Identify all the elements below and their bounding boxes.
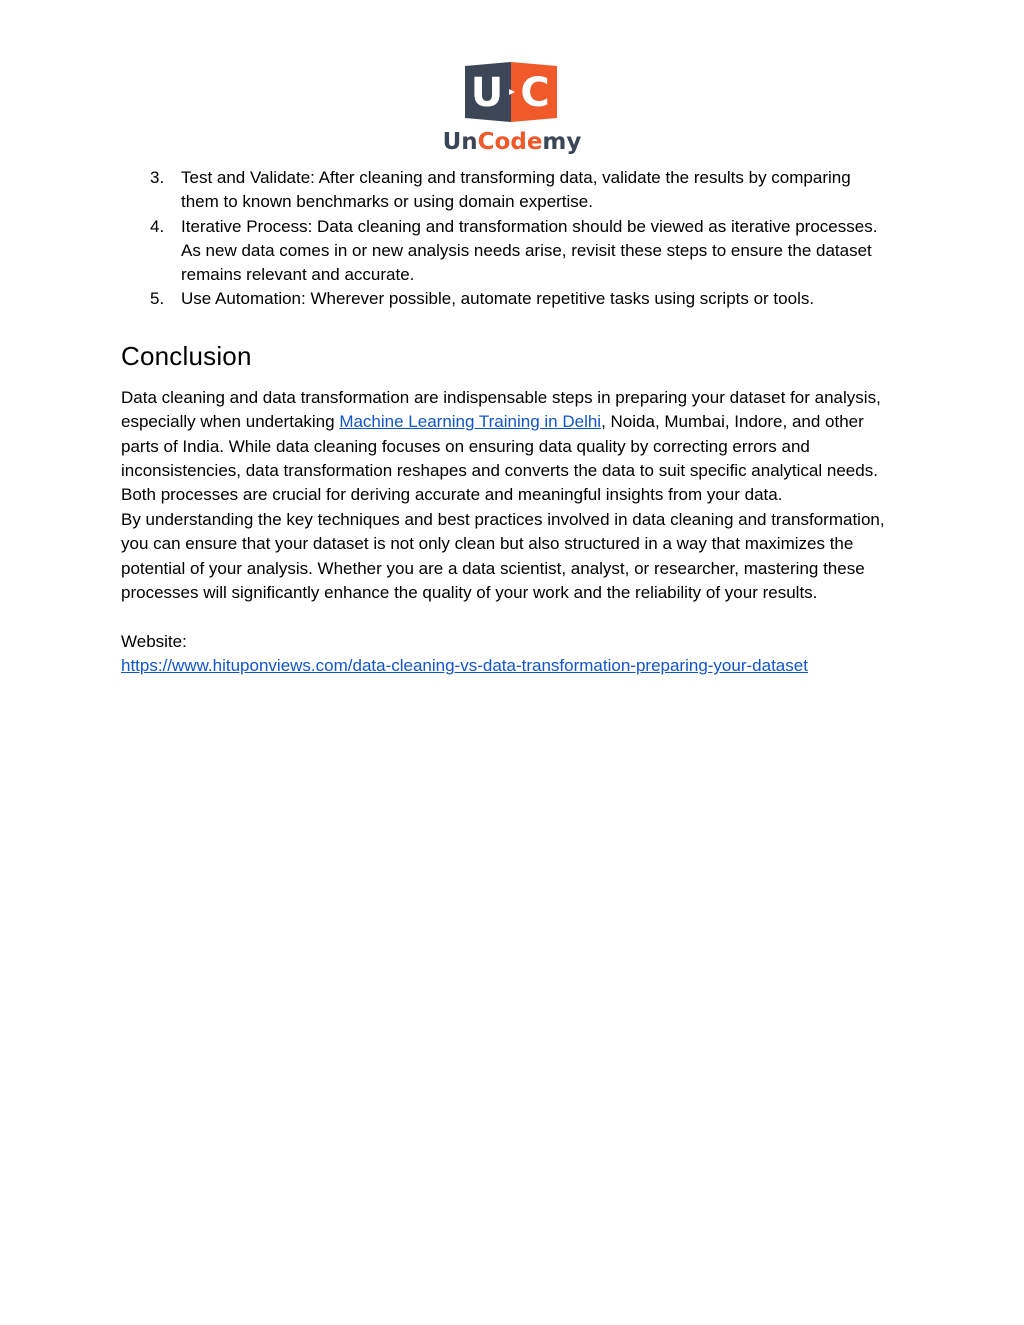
website-block: [121, 630, 891, 679]
conclusion-heading: Conclusion: [121, 340, 252, 371]
list-item: [121, 287, 891, 311]
website-label: Website:: [121, 631, 187, 651]
list-item-text: Use Automation: Wherever possible, automate repetitive tasks using scripts or tools.: [181, 289, 815, 309]
logo-mark-left-letter: U: [470, 70, 504, 116]
list-item-number: 3.: [150, 168, 165, 187]
website-url-link[interactable]: https://www.hituponviews.com/data-cleaning-vs-data-transformation-preparing-your-dataset: [121, 656, 808, 676]
list-item-text: Iterative Process: Data cleaning and transformation should be viewed as iterative processes. As new data comes in or new analysis needs arise, revisit these steps to ensure the dataset remains relevant and accurate.: [181, 216, 878, 285]
best-practices-list: [121, 166, 891, 312]
paragraph-text: , Noida, Mumbai, Indore, and other parts of India. While data cleaning focuses on ensuring data quality by correcting errors and inconsistencies, data transformation reshapes and converts the data to suit specific analytical needs. Both processes are crucial for deriving accurate and meaningful insights from your data.: [121, 412, 878, 505]
list-item: [121, 166, 891, 215]
list-item-number: 4.: [150, 216, 165, 236]
conclusion-paragraph-1: [121, 386, 891, 508]
list-item: [121, 215, 891, 288]
paragraph-text: Data cleaning and data transformation are indispensable steps in preparing your dataset for analysis, especially when undertaking: [121, 387, 881, 432]
logo-word-part1: Un: [442, 129, 478, 155]
logo-word-part2: Code: [477, 129, 543, 155]
logo-wordmark: [437, 126, 587, 158]
logo-mark-right-letter: C: [520, 70, 550, 116]
logo-word-part3: my: [542, 129, 582, 155]
uncodemy-logo: [437, 62, 587, 158]
machine-learning-training-link[interactable]: Machine Learning Training in Delhi: [339, 412, 602, 432]
conclusion-paragraph-2: By understanding the key techniques and best practices involved in data cleaning and transformation, you can ensure that your dataset is not only clean but also structured in a way that maximizes the potential of your analysis. Whether you are a data scientist, analyst, or researcher, mastering these processes will significantly enhance the quality of your work and the reliability of your results.: [121, 509, 885, 603]
uncodemy-logo-mark: [465, 62, 557, 122]
list-item-number: 5.: [150, 289, 165, 309]
document-body: [121, 166, 891, 679]
list-item-text: Test and Validate: After cleaning and transforming data, validate the results by comparing them to known benchmarks or using domain expertise.: [181, 168, 851, 212]
